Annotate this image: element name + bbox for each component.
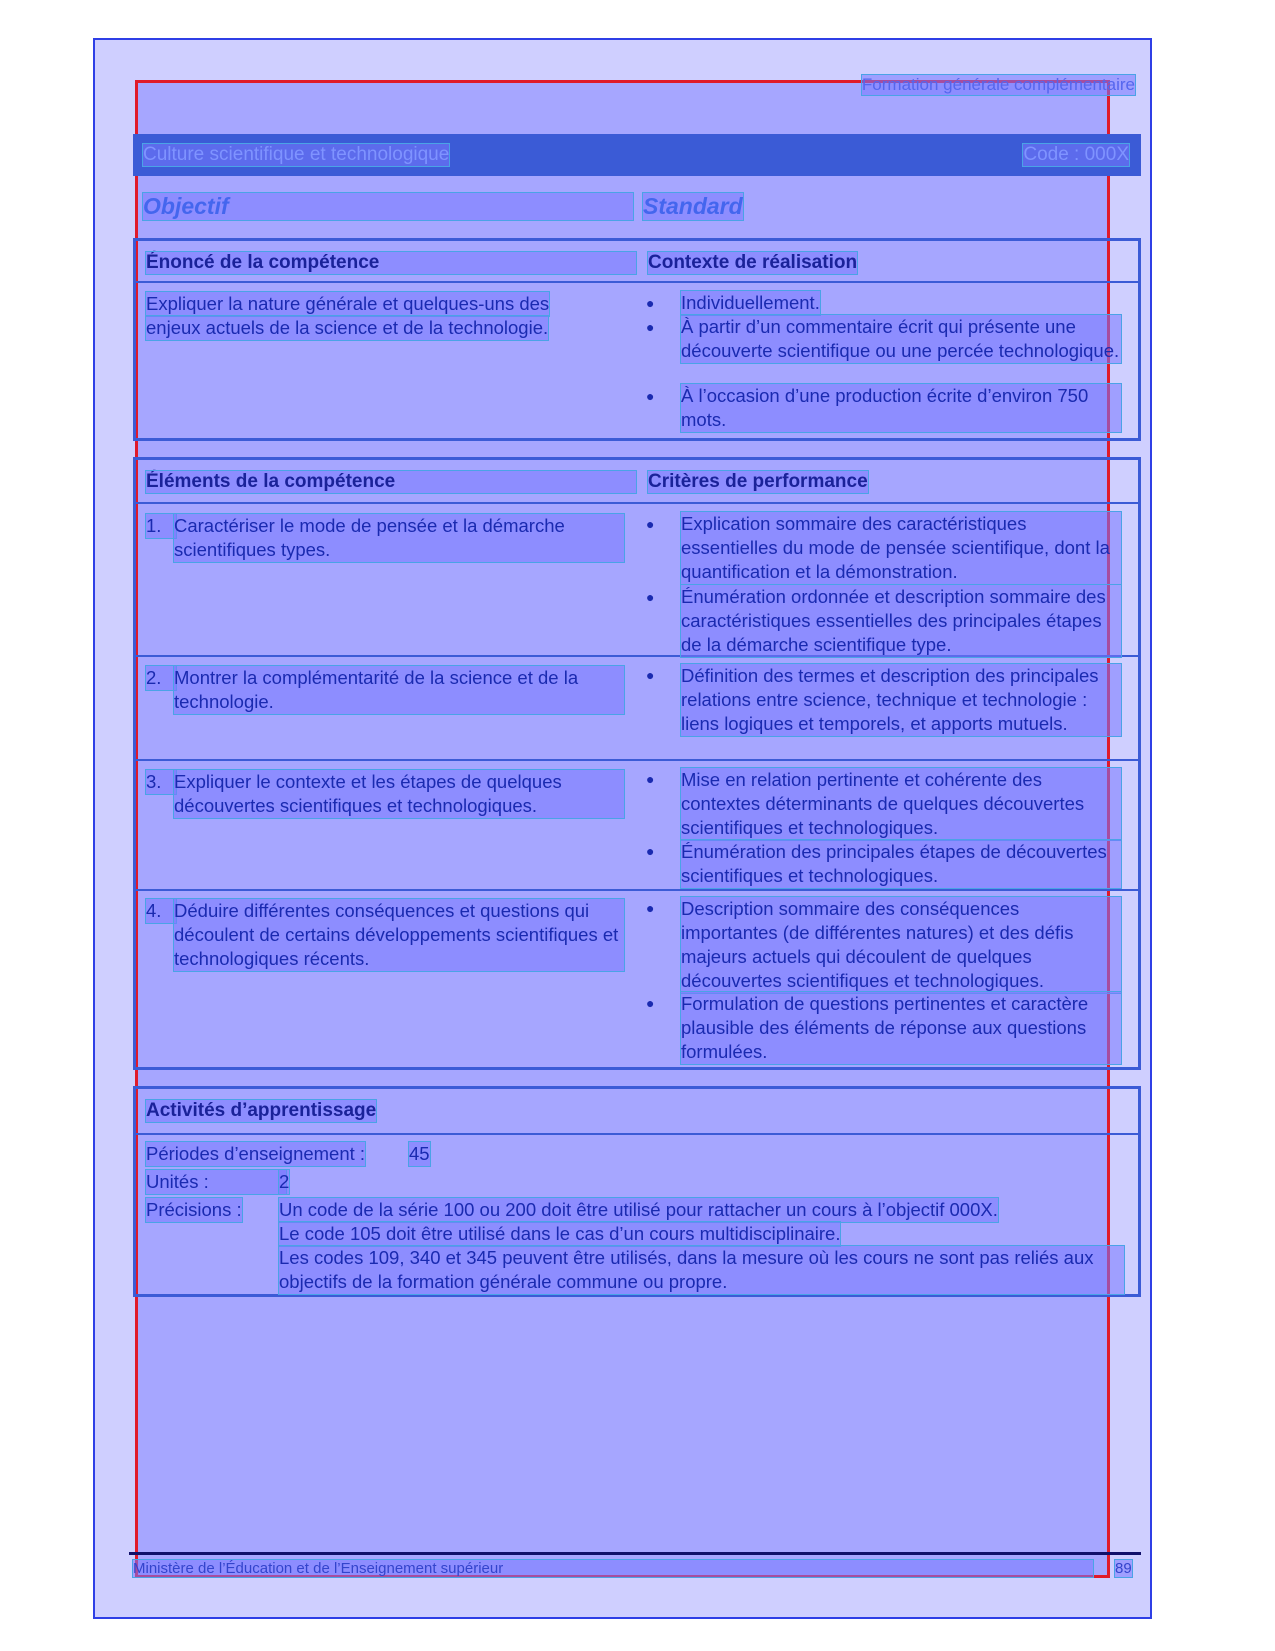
context-item: À l’occasion d’une production écrite d’environ 750 mots. <box>681 384 1121 432</box>
bullet: ● <box>646 900 655 916</box>
course-title: Culture scientifique et technologique <box>143 144 450 165</box>
units-label: Unités : <box>146 1170 286 1194</box>
context-item: À partir d’un commentaire écrit qui présente une découverte scientifique ou une percée technologique. <box>681 316 1120 361</box>
objective-label: Objectif <box>143 193 633 220</box>
element-row-3 <box>136 761 1138 891</box>
precisions-label: Précisions : <box>146 1199 242 1220</box>
footer-ministry: Ministère de l’Éducation et de l’Enseignement supérieur <box>133 1560 1093 1577</box>
periods-value: 45 <box>409 1143 430 1164</box>
precisions-text: Un code de la série 100 ou 200 doit être utilisé pour rattacher un cours à l’objectif 000X. Le code 105 doit être utilisé dans le cas d’un cours multidisciplinaire. Les codes 109, 340 et 345 peuvent être utilisés, dans la mesure où les cours ne sont pas reliés aux objectifs de la formation générale commune ou propre. <box>279 1198 1124 1294</box>
criterion: Énumération ordonnée et description sommaire des caractéristiques essentielles des principales étapes de la démarche scientifique type. <box>681 585 1121 657</box>
element-number: 4. <box>146 899 176 923</box>
program-header: Formation générale complémentaire <box>861 75 1135 94</box>
elements-section <box>133 457 1141 1070</box>
bullet: ● <box>646 843 655 859</box>
units-value: 2 <box>279 1171 290 1192</box>
bullet: ● <box>646 589 655 605</box>
element-text: Caractériser le mode de pensée et la démarche scientifiques types. <box>174 514 624 562</box>
bullet: ● <box>646 295 655 311</box>
competence-row <box>136 283 1138 433</box>
criteria-heading: Critères de performance <box>648 471 868 492</box>
competence-heading: Énoncé de la compétence <box>146 252 636 274</box>
course-band <box>133 134 1141 176</box>
criterion: Énumération des principales étapes de découvertes scientifiques et technologiques. <box>681 840 1121 888</box>
bullet: ● <box>646 771 655 787</box>
standard-label: Standard <box>643 193 743 219</box>
element-text: Montrer la complémentarité de la science et de la technologie. <box>174 666 624 714</box>
context-item: Individuellement. <box>681 292 820 313</box>
activities-header <box>136 1089 1138 1135</box>
bullet: ● <box>646 319 655 335</box>
course-code: Code : 000X <box>1023 144 1129 165</box>
element-row-1 <box>136 504 1138 657</box>
competence-section <box>133 238 1141 441</box>
element-number: 1. <box>146 514 176 538</box>
element-text: Déduire différentes conséquences et questions qui découlent de certains développements scientifiques et technologiques récents. <box>174 899 624 971</box>
bullet: ● <box>646 667 655 683</box>
bullet: ● <box>646 388 655 404</box>
element-text: Expliquer le contexte et les étapes de quelques découvertes scientifiques et technologiques. <box>174 770 624 818</box>
activities-section <box>133 1086 1141 1297</box>
element-number: 2. <box>146 666 176 690</box>
bullet: ● <box>646 516 655 532</box>
page-number: 89 <box>1115 1560 1132 1577</box>
criterion: Définition des termes et description des principales relations entre science, technique et technologie : liens logiques et temporels, et apports mutuels. <box>681 664 1121 736</box>
elements-heading: Éléments de la compétence <box>146 471 636 493</box>
element-row-4 <box>136 891 1138 1067</box>
context-heading: Contexte de réalisation <box>648 252 858 273</box>
element-number: 3. <box>146 770 176 794</box>
element-row-2 <box>136 657 1138 761</box>
criterion: Description sommaire des conséquences importantes (de différentes natures) et des défis majeurs actuels qui découlent de quelques découvertes scientifiques et technologiques. <box>681 897 1121 993</box>
competence-header <box>136 241 1138 283</box>
elements-header <box>136 460 1138 504</box>
activities-heading: Activités d’apprentissage <box>146 1100 377 1121</box>
bullet: ● <box>646 995 655 1011</box>
criterion: Formulation de questions pertinentes et caractère plausible des éléments de réponse aux questions formulées. <box>681 992 1121 1064</box>
periods-label: Périodes d’enseignement : <box>146 1143 366 1164</box>
competence-statement: Expliquer la nature générale et quelques-uns des enjeux actuels de la science et de la technologie. <box>146 293 550 338</box>
criterion: Mise en relation pertinente et cohérente des contextes déterminants de quelques découvertes scientifiques et technologiques. <box>681 768 1121 840</box>
criterion: Explication sommaire des caractéristiques essentielles du mode de pensée scientifique, dont la quantification et la démonstration. <box>681 512 1121 584</box>
footer-rule <box>129 1552 1141 1555</box>
